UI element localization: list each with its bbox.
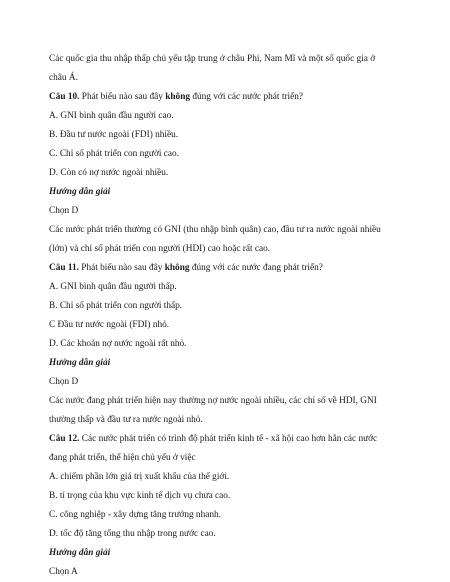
question-10-stem-emphasis: không: [165, 92, 191, 102]
question-11-option-c: C Đầu tư nước ngoài (FDI) nhỏ.: [49, 320, 170, 330]
question-12-answer: Chọn A: [49, 567, 78, 577]
question-10-option-a: A. GNI bình quân đầu người cao.: [49, 111, 174, 121]
question-10-answer: Chọn D: [49, 206, 79, 216]
question-11-stem-before: Phát biểu nào sau đây: [78, 263, 165, 273]
question-11-stem-emphasis: không: [164, 263, 190, 273]
question-12-option-b: B. tỉ trọng của khu vực kinh tế dịch vụ chưa cao.: [49, 491, 231, 501]
question-11-explanation-line-2: thường thấp và đầu tư ra nước ngoài nhỏ.: [49, 415, 203, 425]
question-12-stem-text: Các nước phát triển có trình độ phát triển kinh tế - xã hội cao hơn hẳn các nước: [79, 434, 378, 444]
question-10-option-d: D. Còn có nợ nước ngoài nhiều.: [49, 168, 169, 178]
question-10-stem-after: đúng với các nước phát triển?: [190, 92, 303, 102]
question-11-explanation-line-1: Các nước đang phát triển hiện nay thường nợ nước ngoài nhiều, các chỉ số về HDI, GNI: [49, 396, 377, 406]
question-12-stem-line-2: đang phát triển, thể hiện chủ yếu ở việc: [49, 453, 196, 463]
question-11-stem-after: đúng với các nước đang phát triển?: [189, 263, 323, 273]
question-10-explanation-line-2: (lớn) và chỉ số phát triển con người (HDI) cao hoặc rất cao.: [49, 244, 271, 254]
question-11-option-a: A. GNI bình quân đầu người thấp.: [49, 282, 177, 292]
question-11-answer: Chọn D: [49, 377, 79, 387]
question-12-stem-line-1: [49, 430, 409, 449]
question-11-stem: [49, 259, 409, 278]
question-10-explanation-line-1: Các nước phát triển thường có GNI (thu nhập bình quân) cao, đầu tư ra nước ngoài nhiều: [49, 225, 381, 235]
question-12-option-a: A. chiếm phần lớn giá trị xuất khẩu của thế giới.: [49, 472, 230, 482]
question-10-option-b: B. Đầu tư nước ngoài (FDI) nhiều.: [49, 130, 179, 140]
intro-text-line-2: châu Á.: [49, 73, 78, 83]
question-12-option-d: D. tốc độ tăng tổng thu nhập trong nước cao.: [49, 529, 216, 539]
question-10-stem-before: Phát biểu nào sau đây: [79, 92, 166, 102]
question-12-option-c: C. công nghiệp - xây dựng tăng trưởng nhanh.: [49, 510, 221, 520]
document-page: [49, 50, 409, 582]
question-11-label: Câu 11.: [49, 263, 79, 273]
question-10-guide-heading: Hướng dẫn giải: [49, 187, 111, 197]
question-12-label: Câu 12.: [49, 434, 80, 444]
question-10-label: Câu 10.: [49, 92, 80, 102]
question-10-option-c: C. Chỉ số phát triển con người cao.: [49, 149, 180, 159]
question-12-guide-heading: Hướng dẫn giải: [49, 548, 111, 558]
question-11-option-d: D. Các khoản nợ nước ngoài rất nhỏ.: [49, 339, 187, 349]
question-10-stem: [49, 88, 409, 107]
intro-text-line-1: Các quốc gia thu nhập thấp chủ yếu tập trung ở châu Phi, Nam Mĩ và một số quốc gia ở: [49, 54, 376, 64]
question-11-guide-heading: Hướng dẫn giải: [49, 358, 111, 368]
question-11-option-b: B. Chỉ số phát triển con người thấp.: [49, 301, 183, 311]
